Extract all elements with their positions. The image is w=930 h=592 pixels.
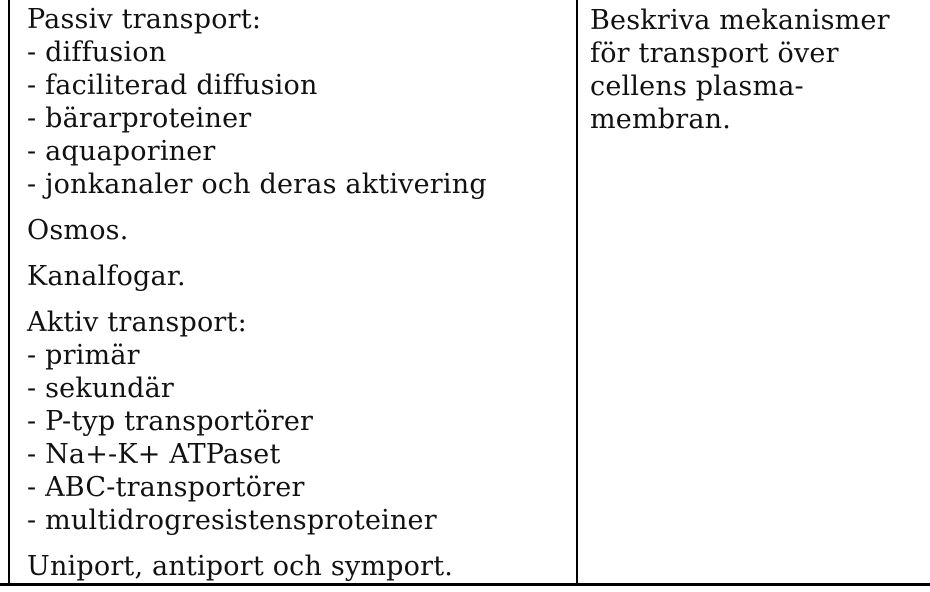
paragraph-osmosis	[27, 214, 568, 247]
text-line: för transport över	[590, 38, 839, 69]
text-line: - ABC-transportörer	[27, 472, 305, 503]
text-line: - P-typ transportörer	[27, 406, 314, 437]
paragraph-active-transport	[27, 306, 568, 537]
text-line: Beskriva mekanismer	[590, 5, 890, 36]
table-cell-objective	[578, 0, 930, 583]
text-line: membran.	[590, 104, 732, 135]
text-line: - bärarproteiner	[27, 103, 252, 134]
text-line: Passiv transport:	[27, 4, 262, 35]
text-line: cellens plasma-	[590, 71, 804, 102]
paragraph-gap-junctions	[27, 260, 568, 293]
table-cell-topics	[8, 0, 578, 583]
paragraph-passive-transport	[27, 3, 568, 201]
text-line: - jonkanaler och deras aktivering	[27, 169, 487, 200]
text-line: - aquaporiner	[27, 136, 216, 167]
table-bottom-border	[0, 583, 930, 586]
text-line: Uniport, antiport och symport.	[27, 551, 454, 582]
text-line: - sekundär	[27, 373, 174, 404]
paragraph-objective	[590, 4, 922, 136]
text-line: - primär	[27, 340, 140, 371]
text-line: - Na+-K+ ATPaset	[27, 439, 281, 470]
text-line: - multidrogresistensproteiner	[27, 505, 437, 536]
text-line: Osmos.	[27, 215, 129, 246]
text-line: Aktiv transport:	[27, 307, 247, 338]
paragraph-port-types	[27, 550, 568, 583]
text-line: Kanalfogar.	[27, 261, 186, 292]
text-line: - diffusion	[27, 37, 167, 68]
text-line: - faciliterad diffusion	[27, 70, 318, 101]
